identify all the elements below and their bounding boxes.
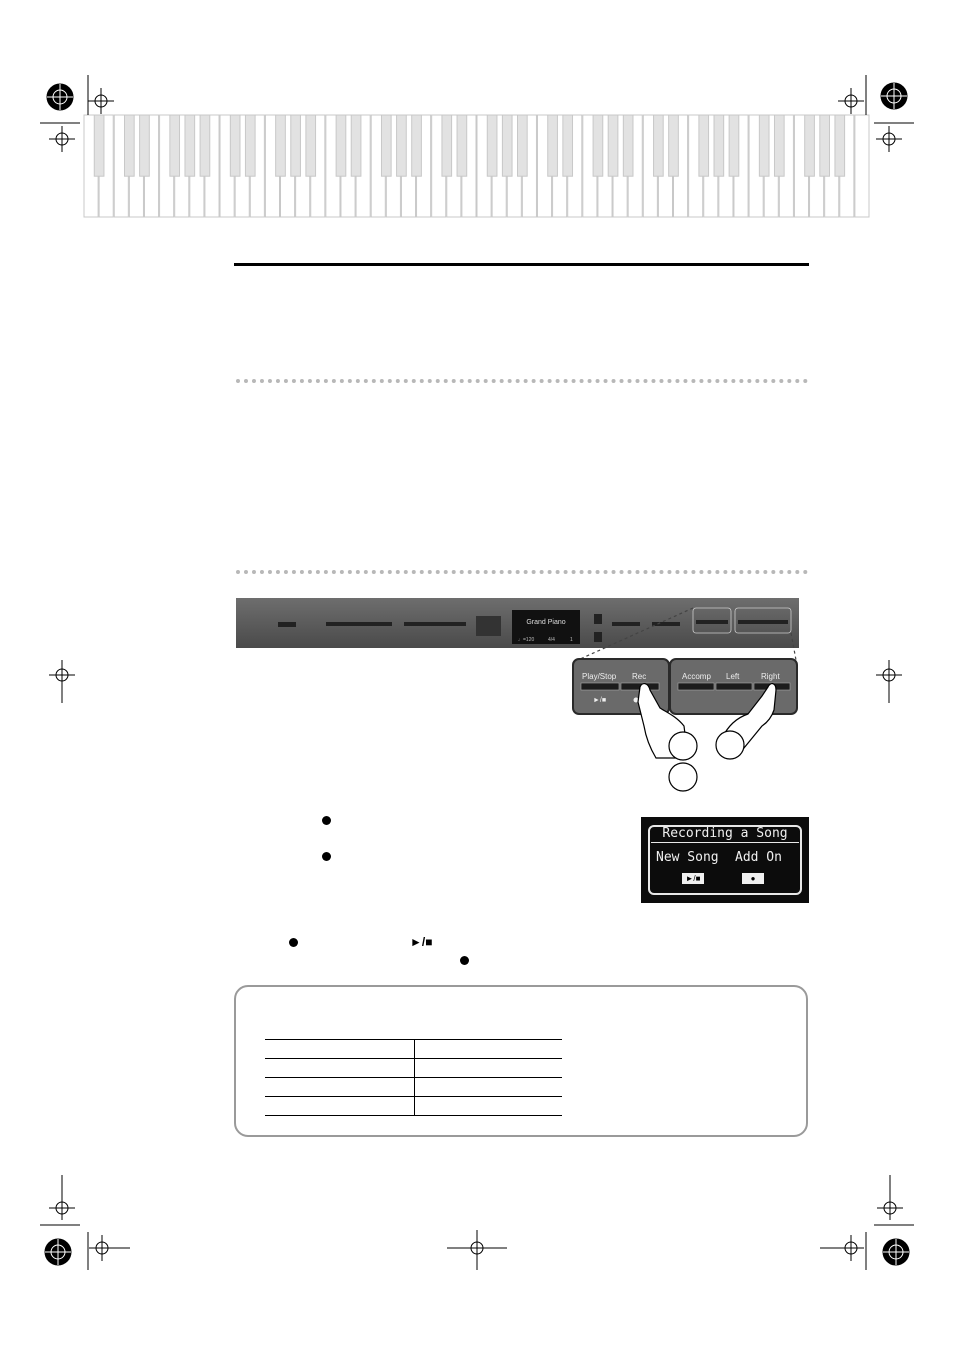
black-key xyxy=(654,115,664,176)
black-key xyxy=(669,115,679,176)
lcd-add-on: Add On xyxy=(735,850,782,865)
left-button xyxy=(716,683,752,690)
table-cell xyxy=(415,1078,563,1097)
keyboard-header-illustration xyxy=(0,0,954,240)
black-key xyxy=(835,115,845,176)
rec-label: Rec xyxy=(632,672,647,681)
white-key xyxy=(855,115,869,217)
play-stop-symbol: ►/■ xyxy=(593,697,607,704)
table-header-cell xyxy=(265,1040,415,1059)
black-key xyxy=(623,115,633,176)
rec-dot-icon xyxy=(460,956,469,965)
accomp-label: Accomp xyxy=(682,672,711,681)
display-measure: 1 xyxy=(570,637,573,643)
black-key xyxy=(412,115,422,176)
lcd-title: Recording a Song xyxy=(651,826,799,843)
black-key xyxy=(276,115,286,176)
black-key xyxy=(94,115,104,176)
black-key xyxy=(729,115,739,176)
black-key xyxy=(245,115,255,176)
table-header-row xyxy=(265,1040,562,1059)
black-key xyxy=(820,115,830,176)
black-key xyxy=(487,115,497,176)
table-row xyxy=(265,1078,562,1097)
black-key xyxy=(336,115,346,176)
black-key xyxy=(548,115,558,176)
accomp-button xyxy=(678,683,714,690)
table-row xyxy=(265,1059,562,1078)
black-key xyxy=(381,115,391,176)
left-label: Left xyxy=(726,672,740,681)
black-key xyxy=(593,115,603,176)
black-key xyxy=(699,115,709,176)
display-voice: Grand Piano xyxy=(526,619,566,626)
black-key xyxy=(608,115,618,176)
note-table xyxy=(265,1039,562,1116)
black-key xyxy=(805,115,815,176)
black-key xyxy=(200,115,210,176)
play-stop-button xyxy=(581,683,619,690)
black-key xyxy=(518,115,528,176)
table-cell xyxy=(415,1059,563,1078)
dotted-divider xyxy=(236,570,808,574)
lcd-play-stop-icon: ►/■ xyxy=(682,873,704,884)
black-key xyxy=(563,115,573,176)
registration-mark-left xyxy=(40,655,80,705)
display-beat: 4/4 xyxy=(548,637,555,643)
black-key xyxy=(774,115,784,176)
rec-dot-icon xyxy=(289,938,298,947)
right-label: Right xyxy=(761,672,780,681)
rec-dot-icon xyxy=(322,852,331,861)
black-key xyxy=(140,115,150,176)
table-row xyxy=(265,1097,562,1116)
registration-mark-right xyxy=(874,655,914,705)
crop-marks-bottom xyxy=(0,1170,954,1280)
table-cell xyxy=(415,1097,563,1116)
black-key xyxy=(125,115,135,176)
lcd-rec-icon: ● xyxy=(742,873,764,884)
dotted-divider xyxy=(236,379,808,383)
black-key xyxy=(442,115,452,176)
table-cell xyxy=(265,1059,415,1078)
control-panel-illustration xyxy=(236,598,808,798)
black-key xyxy=(351,115,361,176)
step-number-circles xyxy=(669,731,744,791)
black-key xyxy=(291,115,301,176)
play-stop-icon: ►/■ xyxy=(410,935,433,949)
black-key xyxy=(714,115,724,176)
black-key xyxy=(170,115,180,176)
black-key xyxy=(397,115,407,176)
table-cell xyxy=(265,1078,415,1097)
lcd-screen xyxy=(641,817,809,903)
black-key xyxy=(759,115,769,176)
black-key xyxy=(457,115,467,176)
lcd-new-song: New Song xyxy=(656,850,719,865)
table-cell xyxy=(265,1097,415,1116)
black-key xyxy=(230,115,240,176)
black-key xyxy=(306,115,316,176)
black-key xyxy=(502,115,512,176)
black-key xyxy=(185,115,195,176)
rec-dot-icon xyxy=(322,816,331,825)
play-stop-label: Play/Stop xyxy=(582,672,617,681)
table-header-cell xyxy=(415,1040,563,1059)
section-heading-rule xyxy=(234,263,809,266)
display-tempo: ♩=120 xyxy=(518,637,535,643)
